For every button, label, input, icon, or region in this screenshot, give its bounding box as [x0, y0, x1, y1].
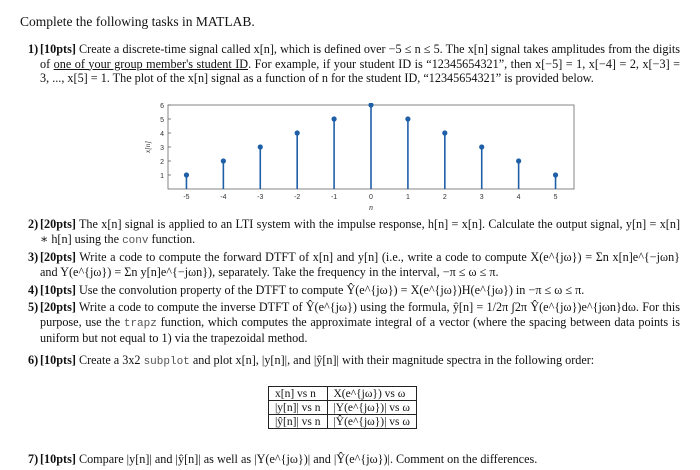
question-number: 4) — [28, 283, 39, 297]
table-cell: |Ŷ(e^{jω})| vs ω — [327, 415, 416, 429]
question-4 — [28, 283, 680, 298]
x-tick-label: -4 — [220, 194, 227, 201]
stem-marker — [221, 158, 226, 163]
points: [10pts] — [40, 353, 76, 367]
text-line: function. — [148, 231, 196, 246]
y-tick-label: 5 — [160, 117, 164, 124]
question-5 — [28, 300, 681, 346]
y-tick-label: 3 — [160, 145, 164, 152]
question-number: 2) — [28, 217, 39, 231]
text-line: 1/2π ∫2π Ŷ(e^{jω})e^{jωn}dω. For this purpose, use the — [40, 300, 681, 329]
y-tick-label: 1 — [160, 173, 164, 180]
question-text — [40, 452, 680, 467]
question-number: 1) — [28, 42, 39, 56]
points: [10pts] — [40, 452, 76, 466]
x-tick-label: 5 — [553, 194, 558, 201]
table-cell: X(e^{jω}) vs ω — [327, 387, 416, 401]
text-line: Write a code to compute the forward DTFT of x[n] and y[n] (i.e., write a code to compute X(e^{jω}) = — [79, 250, 593, 264]
table-row — [269, 401, 417, 415]
subplot-order-table — [268, 386, 417, 429]
table-row — [269, 415, 417, 429]
table-cell: |y[n]| vs n — [269, 401, 328, 415]
x-tick-label: -5 — [183, 194, 190, 201]
points: [10pts] — [40, 283, 76, 297]
question-6 — [28, 353, 680, 370]
text-line: Create a 3x2 — [78, 353, 144, 367]
y-tick-label: 2 — [160, 159, 164, 166]
stem-marker — [295, 130, 300, 135]
stem-marker — [258, 144, 263, 149]
text-line: output signal, y[n] = x[n] ∗ h[n] using the — [40, 217, 681, 246]
question-text — [40, 42, 680, 86]
text-line: “12345654321”, then x[−5] = 1, x[−4] = 2, x[−3] = 3, ..., x[5] = 1. The plot of the x[n] signal as a — [40, 56, 681, 85]
text-line: Compare |y[n]| and |ŷ[n]| as well as |Y(e^{jω})| and |Ŷ(e^{jω})|. Comment on the differences. — [78, 452, 538, 466]
y-tick-label: 6 — [160, 103, 164, 110]
text-line: a vector (where the spacing between data points is uniform but not equal to 1) via the trapezoidal method. — [40, 314, 680, 345]
stem-marker — [331, 116, 336, 121]
question-2 — [28, 217, 681, 248]
x-tick-label: 1 — [405, 194, 410, 201]
text-line: The x[n] signal is applied to an LTI system with the impulse response, h[n] = x[n]. Calculate the — [78, 217, 553, 231]
text-line: . For example, if your student ID is — [248, 56, 423, 71]
points: [10pts] — [40, 42, 76, 56]
question-number: 6) — [28, 353, 39, 367]
question-text — [40, 217, 680, 248]
text-line: Σn x[n]e^{−jωn} and Y(e^{jω}) = Σn y[n]e^{−jωn}), separately. Take the frequency in the interval, −π ≤ ω ≤ π. — [40, 250, 681, 279]
stem-marker — [553, 172, 558, 177]
x-tick-label: -2 — [294, 194, 301, 201]
stem-plot — [136, 103, 576, 211]
points: [20pts] — [40, 217, 76, 231]
question-text — [40, 283, 680, 298]
x-axis-label: n — [369, 203, 373, 211]
question-number: 5) — [28, 300, 39, 314]
points: [20pts] — [40, 300, 76, 314]
x-tick-label: 4 — [516, 194, 521, 201]
text-line: order: — [565, 353, 595, 367]
code-text: conv — [122, 234, 149, 247]
x-tick-label: 3 — [479, 194, 484, 201]
question-number: 7) — [28, 452, 39, 466]
question-text — [40, 250, 680, 279]
text-line: Create a discrete-time signal called x[n], which is defined over −5 ≤ n ≤ 5. The x[n] signal takes — [79, 42, 549, 56]
stem-marker — [442, 130, 447, 135]
question-7 — [28, 452, 680, 467]
question-number: 3) — [28, 250, 39, 264]
code-text: subplot — [143, 356, 190, 368]
text-line: function, which computes the approximate integral of — [156, 314, 427, 329]
points: [20pts] — [40, 250, 76, 264]
text-line: Write a code to compute the inverse DTFT of Ŷ(e^{jω}) using the formula, ŷ[n] = — [78, 300, 484, 314]
stem-marker — [479, 144, 484, 149]
x-tick-label: 0 — [369, 194, 373, 201]
x-tick-label: 2 — [442, 194, 447, 201]
text-line: function of n for the student ID, “12345654321” is provided below. — [264, 71, 594, 85]
page-heading: Complete the following tasks in MATLAB. — [20, 14, 255, 29]
stem-marker — [368, 103, 373, 108]
text-line: Use the convolution property of the DTFT to compute Ŷ(e^{jω}) = X(e^{jω})H(e^{jω}) in −π ≤ ω ≤ π. — [78, 283, 585, 297]
y-tick-label: 4 — [160, 131, 164, 138]
table-cell: x[n] vs n — [269, 387, 328, 401]
table-row — [269, 387, 417, 401]
text-line: and plot x[n], |y[n]|, and |ŷ[n]| with their magnitude spectra in the following — [189, 353, 563, 367]
question-3 — [28, 250, 681, 279]
table-cell: |ŷ[n]| vs n — [269, 415, 328, 429]
stem-marker — [405, 116, 410, 121]
x-tick-label: -3 — [257, 194, 264, 201]
x-tick-label: -1 — [330, 194, 338, 201]
y-axis-label: x[n] — [144, 140, 152, 154]
stem-marker — [184, 172, 189, 177]
question-text — [40, 353, 680, 370]
code-text: trapz — [123, 317, 157, 330]
question-text — [40, 300, 680, 346]
underlined-text: one of your group member's student ID — [53, 56, 249, 71]
question-1 — [28, 42, 681, 86]
text-line: amplitudes from the digits of — [40, 42, 681, 71]
stem-marker — [516, 158, 521, 163]
table-cell: |Y(e^{jω})| vs ω — [327, 401, 416, 415]
